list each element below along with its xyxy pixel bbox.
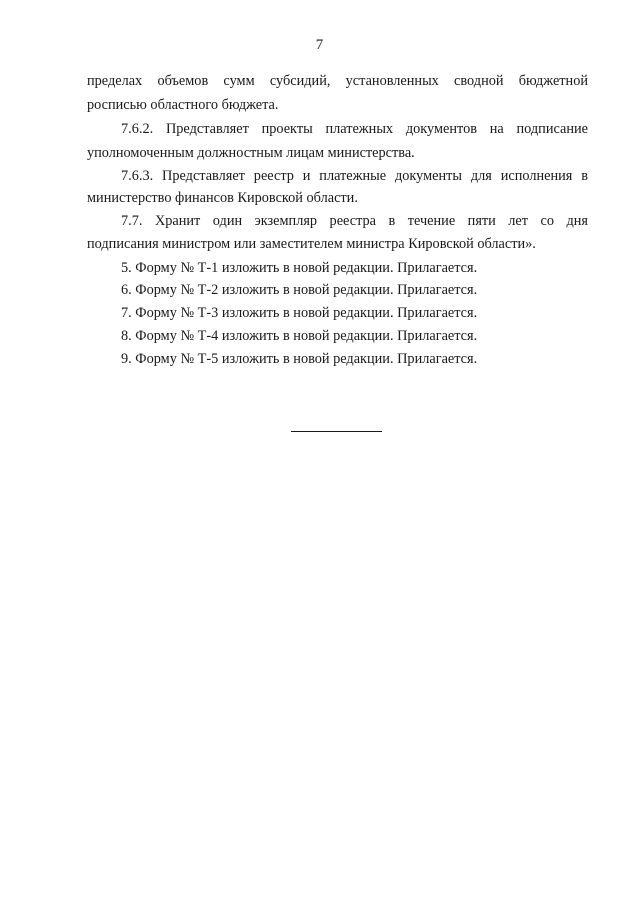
paragraph-line: 7.7. Хранит один экземпляр реестра в течение пяти лет со дня bbox=[121, 213, 588, 229]
page-number: 7 bbox=[315, 37, 324, 53]
list-item: 9. Форму № Т-5 изложить в новой редакции. Прилагается. bbox=[121, 351, 478, 367]
list-item: 8. Форму № Т-4 изложить в новой редакции. Прилагается. bbox=[121, 328, 478, 344]
paragraph-line: пределах объемов сумм субсидий, установленных сводной бюджетной bbox=[87, 73, 588, 89]
paragraph-line: 7.6.3. Представляет реестр и платежные документы для исполнения в bbox=[121, 168, 588, 184]
list-item: 7. Форму № Т-3 изложить в новой редакции. Прилагается. bbox=[121, 305, 478, 321]
paragraph-line: подписания министром или заместителем министра Кировской области». bbox=[87, 236, 536, 252]
end-divider bbox=[291, 431, 382, 432]
paragraph-line: уполномоченным должностным лицам министерства. bbox=[87, 145, 415, 161]
paragraph-line: росписью областного бюджета. bbox=[87, 97, 279, 113]
paragraph-line: 7.6.2. Представляет проекты платежных документов на подписание bbox=[121, 121, 588, 137]
list-item: 5. Форму № Т-1 изложить в новой редакции. Прилагается. bbox=[121, 260, 478, 276]
paragraph-line: министерство финансов Кировской области. bbox=[87, 190, 358, 206]
list-item: 6. Форму № Т-2 изложить в новой редакции. Прилагается. bbox=[121, 282, 478, 298]
